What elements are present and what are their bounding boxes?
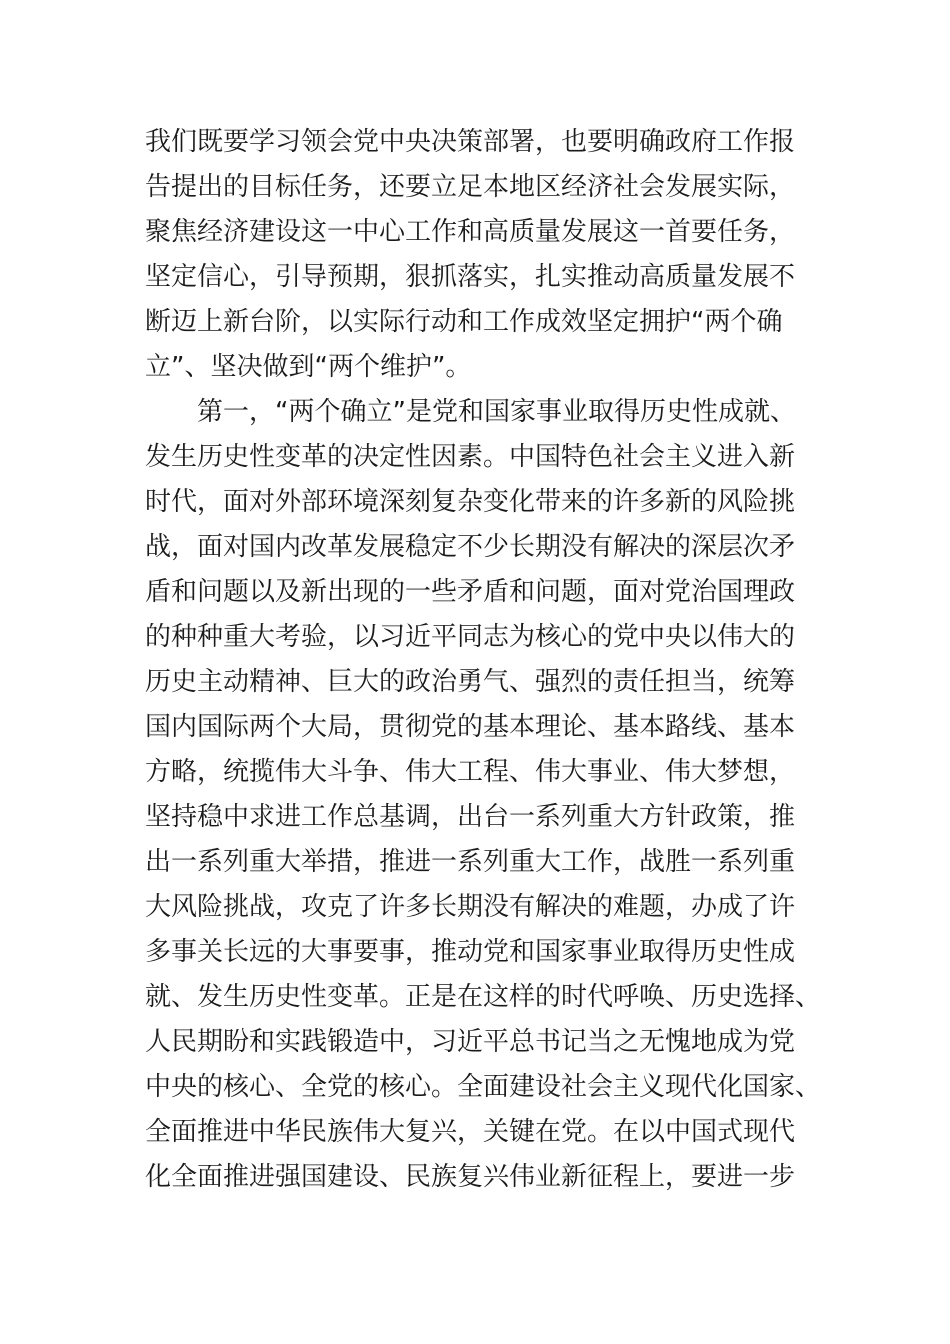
text-line: 断迈上新台阶，以实际行动和工作成效坚定拥护“两个确	[145, 307, 783, 337]
text-line: 方略，统揽伟大斗争、伟大工程、伟大事业、伟大梦想，	[145, 757, 796, 787]
text-line: 全面推进中华民族伟大复兴，关键在党。在以中国式现代	[145, 1117, 796, 1147]
text-line: 历史主动精神、巨大的政治勇气、强烈的责任担当，统筹	[145, 667, 796, 697]
text-line: 时代，面对外部环境深刻复杂变化带来的许多新的风险挑	[145, 487, 796, 517]
text-line: 坚定信心，引导预期，狠抓落实，扎实推动高质量发展不	[145, 262, 796, 292]
text-line: 发生历史性变革的决定性因素。中国特色社会主义进入新	[145, 442, 796, 472]
text-line: 国内国际两个大局，贯彻党的基本理论、基本路线、基本	[145, 712, 796, 742]
text-line: 我们既要学习领会党中央决策部署，也要明确政府工作报	[145, 127, 796, 157]
text-line: 中央的核心、全党的核心。全面建设社会主义现代化国家、	[145, 1072, 822, 1102]
text-line: 盾和问题以及新出现的一些矛盾和问题，面对党治国理政	[145, 577, 796, 607]
text-line: 聚焦经济建设这一中心工作和高质量发展这一首要任务，	[145, 217, 796, 247]
text-line: 立”、坚决做到“两个维护”。	[145, 352, 472, 382]
text-line: 多事关长远的大事要事，推动党和国家事业取得历史性成	[145, 937, 796, 967]
text-line: 坚持稳中求进工作总基调，出台一系列重大方针政策，推	[145, 802, 796, 832]
paragraph-first-line: 第一，“两个确立”是党和国家事业取得历史性成就、	[197, 397, 796, 427]
body-text	[145, 120, 822, 1200]
text-line: 的种种重大考验，以习近平同志为核心的党中央以伟大的	[145, 622, 796, 652]
text-line: 就、发生历史性变革。正是在这样的时代呼唤、历史选择、	[145, 982, 822, 1012]
text-line: 大风险挑战，攻克了许多长期没有解决的难题，办成了许	[145, 892, 796, 922]
text-line: 战，面对国内改革发展稳定不少长期没有解决的深层次矛	[145, 532, 796, 562]
text-line: 人民期盼和实践锻造中，习近平总书记当之无愧地成为党	[145, 1027, 796, 1057]
text-line: 出一系列重大举措，推进一系列重大工作，战胜一系列重	[145, 847, 796, 877]
text-line: 告提出的目标任务，还要立足本地区经济社会发展实际，	[145, 172, 796, 202]
text-line: 化全面推进强国建设、民族复兴伟业新征程上，要进一步	[145, 1162, 796, 1192]
